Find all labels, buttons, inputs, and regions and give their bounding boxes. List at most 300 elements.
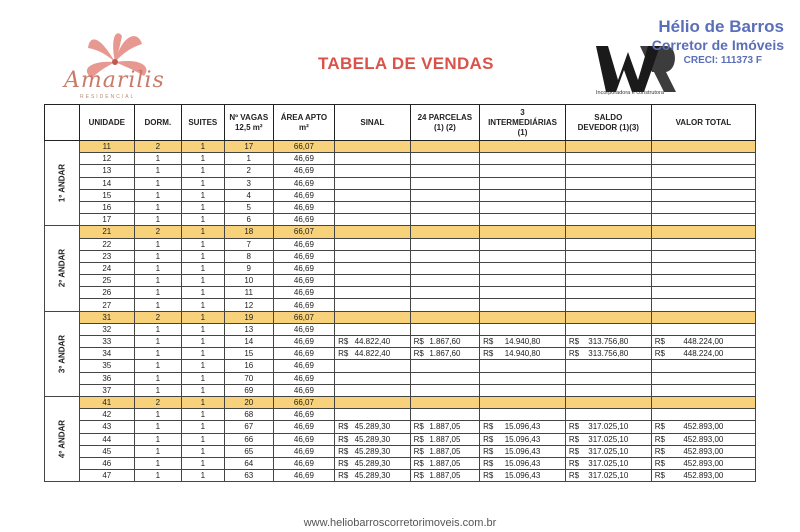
currency-symbol: R$ <box>568 349 580 359</box>
parcelas <box>410 372 479 384</box>
intermediarias <box>480 360 566 372</box>
sinal <box>335 409 411 421</box>
unit-number: 25 <box>79 275 134 287</box>
area: 46,69 <box>273 421 334 433</box>
parcelas <box>410 214 479 226</box>
parcelas <box>410 336 479 348</box>
parking-spot: 3 <box>224 177 273 189</box>
bedrooms: 1 <box>134 262 181 274</box>
sinal <box>335 372 411 384</box>
intermediarias-value: 15.096,43 <box>504 434 541 444</box>
valor-total-value: 448.224,00 <box>683 337 724 347</box>
intermediarias <box>480 262 566 274</box>
suites: 1 <box>181 201 224 213</box>
currency-symbol: R$ <box>654 471 665 481</box>
currency-symbol: R$ <box>483 471 494 481</box>
saldo-devedor-value: 313.756,80 <box>588 337 629 347</box>
table-row <box>45 141 756 153</box>
broker-creci: CRECI: 111373 F <box>683 55 762 66</box>
parking-spot: 19 <box>224 311 273 323</box>
sinal <box>335 214 411 226</box>
suites: 1 <box>181 275 224 287</box>
intermediarias <box>480 226 566 238</box>
bedrooms: 1 <box>134 287 181 299</box>
saldo-devedor <box>565 189 651 201</box>
table-row <box>45 336 756 348</box>
table-row <box>45 396 756 408</box>
unit-number: 14 <box>79 177 134 189</box>
currency-symbol: R$ <box>338 349 349 359</box>
parcelas <box>410 360 479 372</box>
unit-number: 47 <box>79 470 134 482</box>
sinal <box>335 299 411 311</box>
saldo-devedor <box>565 470 651 482</box>
unit-number: 44 <box>79 433 134 445</box>
suites: 1 <box>181 409 224 421</box>
valor-total <box>651 299 755 311</box>
area: 46,69 <box>273 299 334 311</box>
header-sinal: SINAL <box>335 105 411 141</box>
parcelas-value: 1.887,05 <box>429 446 461 456</box>
parcelas <box>410 141 479 153</box>
saldo-devedor <box>565 141 651 153</box>
suites: 1 <box>181 189 224 201</box>
parcelas-value: 1.887,05 <box>429 434 461 444</box>
area: 46,69 <box>273 384 334 396</box>
suites: 1 <box>181 299 224 311</box>
valor-total <box>651 275 755 287</box>
intermediarias <box>480 201 566 213</box>
saldo-devedor <box>565 396 651 408</box>
parking-spot: 10 <box>224 275 273 287</box>
bedrooms: 2 <box>134 311 181 323</box>
unit-number: 23 <box>79 250 134 262</box>
broker-role: Corretor de Imóveis <box>651 37 784 53</box>
intermediarias <box>480 336 566 348</box>
header-saldo: SALDO DEVEDOR (1)(3) <box>565 105 651 141</box>
parcelas <box>410 287 479 299</box>
saldo-devedor <box>565 372 651 384</box>
area: 46,69 <box>273 470 334 482</box>
parking-spot: 67 <box>224 421 273 433</box>
amarilis-logo-subtext: RESIDENCIAL <box>80 94 136 100</box>
valor-total <box>651 360 755 372</box>
suites: 1 <box>181 323 224 335</box>
sinal-value: 44.822,40 <box>354 337 391 347</box>
area: 46,69 <box>273 348 334 360</box>
suites: 1 <box>181 336 224 348</box>
table-header-row <box>45 105 756 141</box>
unit-number: 46 <box>79 457 134 469</box>
parcelas <box>410 177 479 189</box>
intermediarias <box>480 421 566 433</box>
bedrooms: 1 <box>134 299 181 311</box>
intermediarias <box>480 311 566 323</box>
intermediarias <box>480 323 566 335</box>
bedrooms: 1 <box>134 250 181 262</box>
area: 46,69 <box>273 287 334 299</box>
parcelas <box>410 445 479 457</box>
sinal <box>335 384 411 396</box>
intermediarias <box>480 409 566 421</box>
saldo-devedor <box>565 323 651 335</box>
suites: 1 <box>181 421 224 433</box>
suites: 1 <box>181 153 224 165</box>
valor-total <box>651 226 755 238</box>
parcelas <box>410 409 479 421</box>
valor-total <box>651 336 755 348</box>
table-row <box>45 360 756 372</box>
bedrooms: 1 <box>134 336 181 348</box>
saldo-devedor-value: 317.025,10 <box>588 446 629 456</box>
sinal <box>335 433 411 445</box>
intermediarias <box>480 141 566 153</box>
saldo-devedor <box>565 360 651 372</box>
builder-caption: Incorporadora e construtora <box>596 90 664 96</box>
bedrooms: 2 <box>134 141 181 153</box>
intermediarias-value: 15.096,43 <box>504 471 541 481</box>
parcelas <box>410 384 479 396</box>
unit-number: 35 <box>79 360 134 372</box>
parcelas <box>410 201 479 213</box>
intermediarias <box>480 275 566 287</box>
broker-name: Hélio de Barros <box>658 17 784 36</box>
area: 66,07 <box>273 311 334 323</box>
currency-symbol: R$ <box>483 458 494 468</box>
bedrooms: 1 <box>134 153 181 165</box>
saldo-devedor <box>565 457 651 469</box>
suites: 1 <box>181 238 224 250</box>
valor-total-value: 452.893,00 <box>683 434 724 444</box>
unit-number: 43 <box>79 421 134 433</box>
saldo-devedor <box>565 445 651 457</box>
parcelas <box>410 470 479 482</box>
saldo-devedor <box>565 311 651 323</box>
intermediarias <box>480 433 566 445</box>
parking-spot: 63 <box>224 470 273 482</box>
unit-number: 12 <box>79 153 134 165</box>
sinal <box>335 287 411 299</box>
intermediarias-value: 15.096,43 <box>504 422 541 432</box>
saldo-devedor-value: 317.025,10 <box>588 458 629 468</box>
suites: 1 <box>181 165 224 177</box>
currency-symbol: R$ <box>654 458 665 468</box>
sinal <box>335 311 411 323</box>
amarilis-logo-text: Amarilis <box>64 68 165 93</box>
floor-label-cell <box>45 396 80 481</box>
currency-symbol: R$ <box>568 434 580 444</box>
currency-symbol: R$ <box>338 337 349 347</box>
suites: 1 <box>181 360 224 372</box>
area: 46,69 <box>273 214 334 226</box>
area: 46,69 <box>273 323 334 335</box>
area: 46,69 <box>273 275 334 287</box>
floor-label: 3º ANDAR <box>57 334 67 373</box>
table-row <box>45 409 756 421</box>
sinal <box>335 238 411 250</box>
parcelas <box>410 238 479 250</box>
sinal <box>335 250 411 262</box>
broker-watermark <box>652 18 784 67</box>
table-row <box>45 201 756 213</box>
intermediarias <box>480 250 566 262</box>
currency-symbol: R$ <box>413 471 424 481</box>
sinal <box>335 141 411 153</box>
saldo-devedor-value: 317.025,10 <box>588 422 629 432</box>
valor-total-value: 452.893,00 <box>683 471 724 481</box>
unit-number: 34 <box>79 348 134 360</box>
suites: 1 <box>181 177 224 189</box>
floor-label-cell <box>45 226 80 311</box>
currency-symbol: R$ <box>338 446 349 456</box>
area: 46,69 <box>273 250 334 262</box>
area: 46,69 <box>273 445 334 457</box>
table-row <box>45 445 756 457</box>
saldo-devedor <box>565 421 651 433</box>
suites: 1 <box>181 287 224 299</box>
sinal <box>335 348 411 360</box>
parcelas-value: 1.887,05 <box>429 458 461 468</box>
header-intermediarias: 3 INTERMEDIÁRIAS (1) <box>480 105 566 141</box>
parcelas-value: 1.887,05 <box>429 471 461 481</box>
intermediarias <box>480 445 566 457</box>
parking-spot: 18 <box>224 226 273 238</box>
bedrooms: 1 <box>134 201 181 213</box>
valor-total-value: 452.893,00 <box>683 422 724 432</box>
intermediarias <box>480 457 566 469</box>
table-row <box>45 433 756 445</box>
suites: 1 <box>181 457 224 469</box>
currency-symbol: R$ <box>413 446 424 456</box>
parking-spot: 2 <box>224 165 273 177</box>
parking-spot: 9 <box>224 262 273 274</box>
parking-spot: 13 <box>224 323 273 335</box>
bedrooms: 1 <box>134 189 181 201</box>
floor-label: 4º ANDAR <box>57 420 67 459</box>
currency-symbol: R$ <box>413 434 424 444</box>
unit-number: 41 <box>79 396 134 408</box>
saldo-devedor <box>565 287 651 299</box>
suites: 1 <box>181 433 224 445</box>
intermediarias-value: 14.940,80 <box>504 337 541 347</box>
valor-total <box>651 457 755 469</box>
valor-total-value: 452.893,00 <box>683 446 724 456</box>
saldo-devedor-value: 313.756,80 <box>588 349 629 359</box>
intermediarias <box>480 238 566 250</box>
suites: 1 <box>181 141 224 153</box>
sinal-value: 45.289,30 <box>354 471 391 481</box>
header-dorm: DORM. <box>134 105 181 141</box>
table-row <box>45 189 756 201</box>
currency-symbol: R$ <box>413 422 424 432</box>
parking-spot: 64 <box>224 457 273 469</box>
unit-number: 13 <box>79 165 134 177</box>
parking-spot: 17 <box>224 141 273 153</box>
sinal-value: 45.289,30 <box>354 422 391 432</box>
intermediarias <box>480 384 566 396</box>
saldo-devedor-value: 317.025,10 <box>588 434 629 444</box>
currency-symbol: R$ <box>483 434 494 444</box>
bedrooms: 1 <box>134 409 181 421</box>
suites: 1 <box>181 250 224 262</box>
valor-total <box>651 287 755 299</box>
suites: 1 <box>181 372 224 384</box>
saldo-devedor <box>565 275 651 287</box>
unit-number: 45 <box>79 445 134 457</box>
valor-total <box>651 153 755 165</box>
header-floor-blank <box>45 105 80 141</box>
parcelas <box>410 250 479 262</box>
table-row <box>45 153 756 165</box>
saldo-devedor <box>565 409 651 421</box>
bedrooms: 1 <box>134 348 181 360</box>
sinal <box>335 470 411 482</box>
bedrooms: 1 <box>134 238 181 250</box>
saldo-devedor <box>565 201 651 213</box>
parking-spot: 4 <box>224 189 273 201</box>
sales-table <box>44 104 756 482</box>
valor-total <box>651 177 755 189</box>
valor-total <box>651 409 755 421</box>
bedrooms: 1 <box>134 177 181 189</box>
unit-number: 26 <box>79 287 134 299</box>
table-row <box>45 226 756 238</box>
currency-symbol: R$ <box>654 434 665 444</box>
suites: 1 <box>181 262 224 274</box>
parcelas <box>410 457 479 469</box>
parking-spot: 11 <box>224 287 273 299</box>
parking-spot: 8 <box>224 250 273 262</box>
header-parcelas: 24 PARCELAS (1) (2) <box>410 105 479 141</box>
valor-total <box>651 165 755 177</box>
floor-label-cell <box>45 311 80 396</box>
currency-symbol: R$ <box>568 458 580 468</box>
saldo-devedor <box>565 238 651 250</box>
table-row <box>45 348 756 360</box>
valor-total-value: 448.224,00 <box>683 349 724 359</box>
sinal <box>335 165 411 177</box>
saldo-devedor-value: 317.025,10 <box>588 471 629 481</box>
valor-total <box>651 214 755 226</box>
valor-total <box>651 445 755 457</box>
valor-total <box>651 348 755 360</box>
currency-symbol: R$ <box>338 471 349 481</box>
saldo-devedor <box>565 384 651 396</box>
currency-symbol: R$ <box>568 446 580 456</box>
valor-total <box>651 250 755 262</box>
currency-symbol: R$ <box>654 349 665 359</box>
intermediarias <box>480 396 566 408</box>
area: 46,69 <box>273 433 334 445</box>
bedrooms: 1 <box>134 323 181 335</box>
intermediarias-value: 14.940,80 <box>504 349 541 359</box>
sinal-value: 45.289,30 <box>354 458 391 468</box>
currency-symbol: R$ <box>568 422 580 432</box>
parking-spot: 12 <box>224 299 273 311</box>
currency-symbol: R$ <box>654 446 665 456</box>
parcelas <box>410 396 479 408</box>
parking-spot: 14 <box>224 336 273 348</box>
parking-spot: 68 <box>224 409 273 421</box>
area: 46,69 <box>273 238 334 250</box>
currency-symbol: R$ <box>413 458 424 468</box>
footer-url: www.heliobarroscorretorimoveis.com.br <box>303 517 497 529</box>
parcelas <box>410 226 479 238</box>
table-row <box>45 214 756 226</box>
valor-total <box>651 311 755 323</box>
area: 46,69 <box>273 409 334 421</box>
table-row <box>45 384 756 396</box>
parcelas <box>410 348 479 360</box>
area: 46,69 <box>273 360 334 372</box>
currency-symbol: R$ <box>483 337 494 347</box>
saldo-devedor <box>565 214 651 226</box>
parcelas-value: 1.887,05 <box>429 422 461 432</box>
saldo-devedor <box>565 153 651 165</box>
intermediarias <box>480 153 566 165</box>
table-row <box>45 177 756 189</box>
parking-spot: 7 <box>224 238 273 250</box>
currency-symbol: R$ <box>568 337 580 347</box>
currency-symbol: R$ <box>338 422 349 432</box>
intermediarias-value: 15.096,43 <box>504 458 541 468</box>
bedrooms: 1 <box>134 433 181 445</box>
parcelas <box>410 323 479 335</box>
table-row <box>45 299 756 311</box>
intermediarias <box>480 177 566 189</box>
valor-total <box>651 470 755 482</box>
valor-total <box>651 189 755 201</box>
suites: 1 <box>181 226 224 238</box>
parcelas <box>410 153 479 165</box>
valor-total <box>651 384 755 396</box>
valor-total-value: 452.893,00 <box>683 458 724 468</box>
table-row <box>45 262 756 274</box>
table-row <box>45 287 756 299</box>
valor-total <box>651 262 755 274</box>
suites: 1 <box>181 470 224 482</box>
bedrooms: 1 <box>134 165 181 177</box>
parking-spot: 20 <box>224 396 273 408</box>
saldo-devedor <box>565 433 651 445</box>
sinal <box>335 262 411 274</box>
parking-spot: 6 <box>224 214 273 226</box>
parking-spot: 70 <box>224 372 273 384</box>
sinal-value: 45.289,30 <box>354 434 391 444</box>
suites: 1 <box>181 214 224 226</box>
intermediarias <box>480 214 566 226</box>
currency-symbol: R$ <box>654 422 665 432</box>
intermediarias-value: 15.096,43 <box>504 446 541 456</box>
parking-spot: 66 <box>224 433 273 445</box>
currency-symbol: R$ <box>483 446 494 456</box>
currency-symbol: R$ <box>338 458 349 468</box>
intermediarias <box>480 287 566 299</box>
area: 46,69 <box>273 336 334 348</box>
sinal <box>335 421 411 433</box>
parcelas-value: 1.867,60 <box>429 337 461 347</box>
unit-number: 21 <box>79 226 134 238</box>
sinal <box>335 189 411 201</box>
sinal <box>335 177 411 189</box>
table-row <box>45 421 756 433</box>
saldo-devedor <box>565 165 651 177</box>
parcelas <box>410 311 479 323</box>
area: 46,69 <box>273 457 334 469</box>
suites: 1 <box>181 445 224 457</box>
sinal <box>335 336 411 348</box>
header-unidade: UNIDADE <box>79 105 134 141</box>
